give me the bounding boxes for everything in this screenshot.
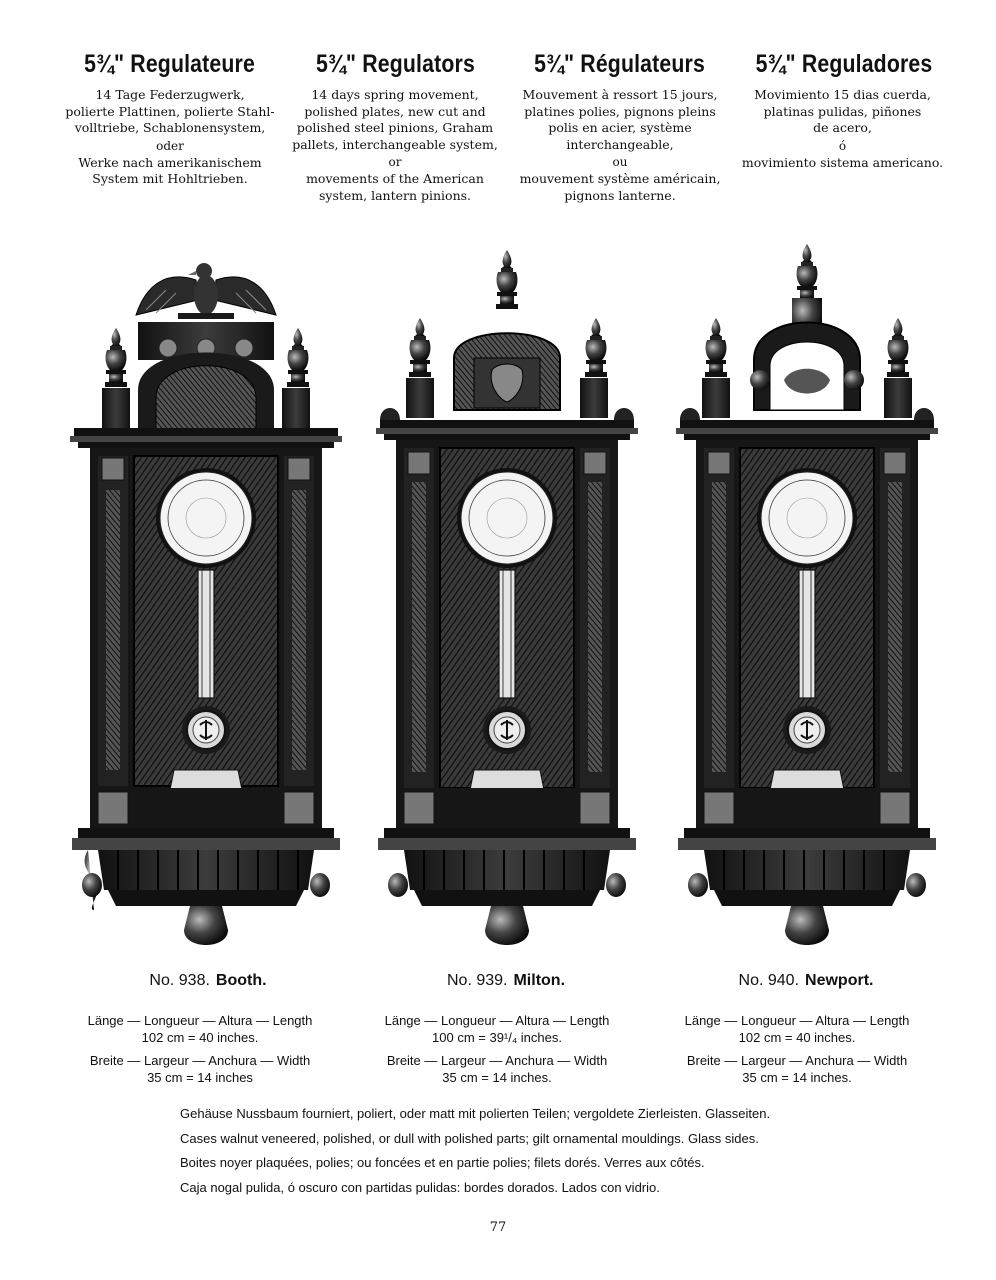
length-value: 102 cm = 40 inches.: [738, 1030, 856, 1045]
clock-illustration-booth: [68, 230, 344, 960]
header-description: Mouvement à ressort 15 jours, platines polies, pignons pleins polis en acier, système interchangeable, ou mouvement système américain, pignons lanterne.: [519, 87, 721, 203]
clock-caption-booth: [78, 972, 338, 990]
length-label: Länge — Longueur — Altura — Length: [87, 1013, 313, 1028]
case-description-spanish: Caja nogal pulida, ó oscuro con partidas pulidas: bordes dorados. Lados con vidrio.: [180, 1179, 660, 1195]
length-value: 100 cm = 39¹/₄ inches.: [432, 1030, 562, 1045]
width-label: Breite — Largeur — Anchura — Width: [89, 1053, 311, 1068]
header-description: Movimiento 15 dias cuerda, platinas pulidas, piñones de acero, ó movimiento sistema americano.: [741, 87, 944, 170]
case-description: [180, 1102, 770, 1200]
clock-name: Newport.: [805, 972, 874, 989]
case-description-english: Cases walnut veneered, polished, or dull with polished parts; gilt ornamental mouldings. Glass sides.: [180, 1130, 759, 1146]
header-english: [290, 50, 500, 204]
clock-dimensions-newport: [667, 1012, 927, 1086]
length-value: 102 cm = 40 inches.: [141, 1030, 259, 1045]
header-title: 5¾" Regulators: [315, 50, 475, 78]
clock-illustration-milton: [374, 230, 640, 960]
case-description-french: Boites noyer plaquées, polies; ou foncées et en partie polies; filets dorés. Verres aux côtés.: [180, 1155, 705, 1170]
header-title: 5¾" Regulateure: [84, 50, 256, 78]
header-german: [60, 50, 280, 188]
case-description-german: Gehäuse Nussbaum fourniert, poliert, oder matt mit polierten Teilen; vergoldete Zierleisten. Glasseiten.: [180, 1106, 771, 1121]
length-label: Länge — Longueur — Altura — Length: [684, 1013, 910, 1028]
clock-number: No. 939.: [446, 972, 508, 989]
clock-caption-milton: [376, 972, 636, 990]
width-label: Breite — Largeur — Anchura — Width: [686, 1053, 908, 1068]
clock-number: No. 940.: [738, 972, 800, 989]
clock-dimensions-milton: [367, 1012, 627, 1086]
width-value: 35 cm = 14 inches: [147, 1070, 253, 1085]
clock-name: Milton.: [513, 972, 566, 989]
header-french: [515, 50, 725, 204]
header-description: 14 days spring movement, polished plates, new cut and polished steel pinions, Graham pallets, interchangeable system, or movements of the American system, lantern pinions.: [292, 87, 498, 203]
width-value: 35 cm = 14 inches.: [742, 1070, 852, 1085]
width-label: Breite — Largeur — Anchura — Width: [386, 1053, 608, 1068]
clock-name: Booth.: [215, 972, 267, 989]
clock-number: No. 938.: [149, 972, 210, 989]
header-description: 14 Tage Federzugwerk, polierte Plattinen, polierte Stahl- volltriebe, Schablonensystem, oder Werke nach amerikanischem System mit Hohltrieben.: [65, 87, 275, 186]
clock-illustration-newport: [674, 230, 940, 960]
header-title: 5¾" Régulateurs: [534, 50, 706, 78]
length-label: Länge — Longueur — Altura — Length: [384, 1013, 610, 1028]
page-number: 77: [489, 1220, 507, 1235]
width-value: 35 cm = 14 inches.: [442, 1070, 552, 1085]
clock-caption-newport: [676, 972, 936, 990]
eagle-crest: [136, 263, 276, 319]
header-title: 5¾" Reguladores: [755, 50, 933, 78]
clock-dimensions-booth: [70, 1012, 330, 1086]
header-spanish: [740, 50, 945, 171]
